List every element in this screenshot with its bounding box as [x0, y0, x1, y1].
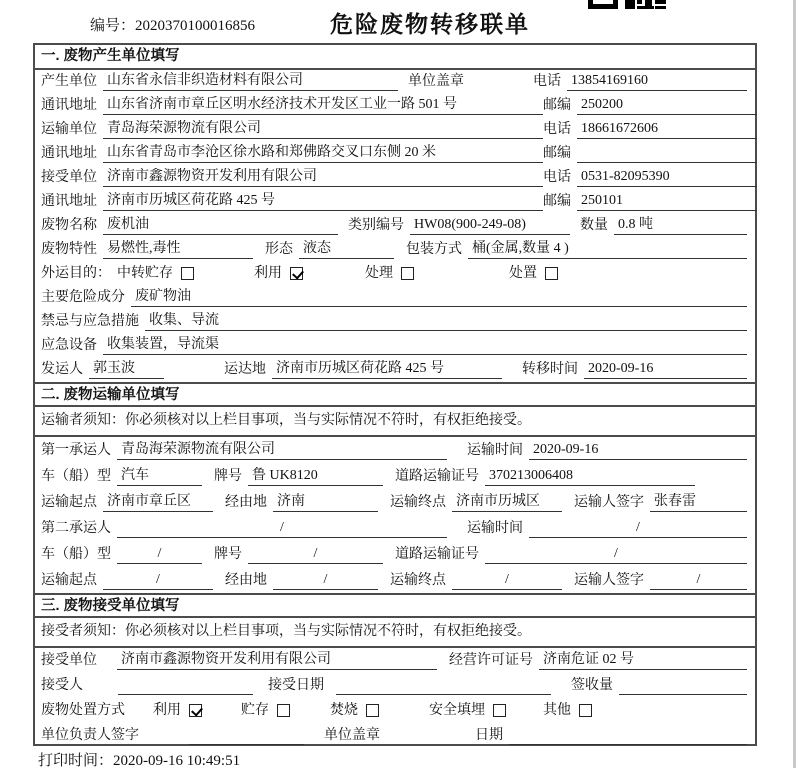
vehicle-type-label: 车（船）型: [41, 547, 111, 562]
producer-value: 山东省永信非织造材料有限公司: [103, 72, 398, 91]
option-label: 安全填埋: [429, 702, 485, 718]
route-end-value: 济南市历城区: [452, 493, 562, 512]
license-label: 经营许可证号: [449, 653, 533, 668]
row-taboo: [35, 310, 755, 334]
option-dispose: [509, 264, 558, 283]
transport-time-label: 运输时间: [467, 443, 523, 458]
receiver-address-value: 济南市历城区荷花路 425 号: [103, 192, 543, 211]
section1-header: 一. 废物产生单位填写: [35, 45, 755, 70]
route-via-label: 经由地: [225, 573, 267, 588]
option-label: 贮存: [241, 702, 269, 718]
acceptor-value: [118, 676, 253, 695]
checkbox[interactable]: [579, 704, 592, 717]
carrier1-value: 青岛海荣源物流有限公司: [117, 441, 447, 460]
route-start-value: /: [103, 571, 213, 590]
row-responsible-sign: [35, 723, 755, 748]
pack-label: 包装方式: [406, 242, 462, 257]
phone-label: 电话: [543, 170, 571, 185]
carrier1-label: 第一承运人: [41, 443, 111, 458]
transporter-zip-value: [577, 144, 757, 163]
acceptor-label: 接受人: [41, 678, 83, 693]
seal-label: 单位盖章: [324, 728, 380, 743]
carrier2-value: /: [117, 519, 447, 538]
address-label: 通讯地址: [41, 98, 97, 113]
receiver-zip-value: 250101: [577, 192, 757, 211]
section3-header: 三. 废物接受单位填写: [35, 593, 755, 618]
serial-value: 2020370100016856: [135, 18, 256, 34]
print-time-value: 2020-09-16 10:49:51: [113, 753, 241, 768]
transporter-label: 运输单位: [41, 122, 97, 137]
print-time: [38, 749, 240, 768]
option-label: 焚烧: [330, 702, 358, 718]
row-hazard: [35, 286, 755, 310]
option-label: 处理: [365, 265, 393, 281]
form-label: 形态: [265, 242, 293, 257]
row-waste-name: [35, 214, 755, 238]
option-utilize: [153, 701, 202, 720]
row-carrier2: [35, 515, 755, 541]
phone-label: 电话: [533, 74, 561, 89]
zip-label: 邮编: [543, 146, 571, 161]
transfer-time-value: 2020-09-16: [584, 360, 747, 379]
road-permit-value: /: [485, 545, 747, 564]
received-qty-value: [619, 676, 747, 695]
zip-label: 邮编: [543, 194, 571, 209]
receiver-phone-value: 0531-82095390: [577, 168, 757, 187]
manifest-form: [33, 43, 757, 746]
row-route2: [35, 567, 755, 593]
option-treat: [365, 264, 414, 283]
waste-name-value: 废机油: [103, 216, 338, 235]
plate-label: 牌号: [214, 469, 242, 484]
serial-number: [90, 14, 255, 35]
transfer-time-label: 转移时间: [522, 362, 578, 377]
road-permit-label: 道路运输证号: [395, 547, 479, 562]
option-incinerate: [330, 701, 379, 720]
row-vehicle1: [35, 463, 755, 489]
destination-label: 运达地: [224, 362, 266, 377]
vehicle-type-label: 车（船）型: [41, 469, 111, 484]
destination-value: 济南市历城区荷花路 425 号: [272, 360, 502, 379]
license-value: 济南危证 02 号: [539, 651, 747, 670]
traits-value: 易燃性,毒性: [103, 240, 253, 259]
route-start-label: 运输起点: [41, 573, 97, 588]
hazard-value: 废矿物油: [131, 288, 747, 307]
accept-unit-label: 接受单位: [41, 653, 97, 668]
route-start-value: 济南市章丘区: [103, 493, 213, 512]
address-label: 通讯地址: [41, 146, 97, 161]
route-end-value: /: [452, 571, 562, 590]
hazard-label: 主要危险成分: [41, 290, 125, 305]
waste-code-label: 类别编号: [348, 218, 404, 233]
route-end-label: 运输终点: [390, 573, 446, 588]
date-label: 日期: [475, 728, 503, 743]
option-other: [543, 701, 592, 720]
row-waste-traits: [35, 238, 755, 262]
row-purpose: [35, 262, 755, 286]
page-title: 危险废物转移联单: [330, 11, 530, 37]
row-acceptor: [35, 673, 755, 698]
section2-notice: 运输者须知：你必须核对以上栏目事项，当与实际情况不符时，有权拒绝接受。: [35, 407, 755, 437]
pack-value: 桶(金属,数量 4 ): [468, 240, 747, 259]
dispatcher-value: 郭玉波: [89, 360, 164, 379]
row-dispatch: [35, 358, 755, 382]
carrier-sign-label: 运输人签字: [574, 495, 644, 510]
route-end-label: 运输终点: [390, 495, 446, 510]
option-label: 处置: [509, 265, 537, 281]
carrier-sign-value: /: [650, 571, 747, 590]
qr-code-fragment: [588, 0, 666, 9]
plate-value: 鲁 UK8120: [248, 467, 383, 486]
route-via-value: 济南: [273, 493, 378, 512]
producer-label: 产生单位: [41, 74, 97, 89]
responsible-sign-label: 单位负责人签字: [41, 728, 139, 743]
receiver-label: 接受单位: [41, 170, 97, 185]
option-utilize: [254, 264, 303, 283]
checkbox[interactable]: [401, 267, 414, 280]
row-carrier1: [35, 437, 755, 463]
waste-code-value: HW08(900-249-08): [410, 216, 570, 235]
vehicle-type-value: /: [117, 545, 202, 564]
checkbox[interactable]: [290, 267, 303, 280]
accept-unit-value: 济南市鑫源物资开发利用有限公司: [117, 651, 437, 670]
checkbox[interactable]: [189, 704, 202, 717]
received-qty-label: 签收量: [571, 678, 613, 693]
traits-label: 废物特性: [41, 242, 97, 257]
purpose-label: 外运目的：: [41, 266, 111, 281]
waste-name-label: 废物名称: [41, 218, 97, 233]
section2-header: 二. 废物运输单位填写: [35, 382, 755, 407]
waste-qty-value: 0.8 吨: [614, 216, 747, 235]
route-via-value: /: [273, 571, 378, 590]
row-route1: [35, 489, 755, 515]
date-value: [509, 726, 747, 745]
option-transfer-storage: [117, 264, 194, 283]
transporter-address-value: 山东省青岛市李沧区徐水路和郑佛路交叉口东侧 20 米: [103, 144, 543, 163]
carrier-sign-value: 张春雷: [650, 493, 747, 512]
road-permit-label: 道路运输证号: [395, 469, 479, 484]
checkbox[interactable]: [277, 704, 290, 717]
serial-label: 编号：: [90, 18, 136, 34]
checkbox[interactable]: [181, 267, 194, 280]
option-store: [241, 701, 290, 720]
row-disposal: [35, 698, 755, 723]
taboo-label: 禁忌与应急措施: [41, 314, 139, 329]
option-label: 利用: [153, 702, 181, 718]
row-producer-address: [35, 94, 755, 118]
option-label: 其他: [543, 702, 571, 718]
print-time-label: 打印时间：: [38, 753, 114, 768]
transporter-phone-value: 18661672606: [577, 120, 757, 139]
row-transporter: [35, 118, 755, 142]
row-accept-unit: [35, 648, 755, 673]
producer-zip-value: 250200: [577, 96, 757, 115]
transport-time-value: 2020-09-16: [529, 441, 747, 460]
zip-label: 邮编: [543, 98, 571, 113]
option-label: 利用: [254, 265, 282, 281]
row-receiver: [35, 166, 755, 190]
address-label: 通讯地址: [41, 194, 97, 209]
plate-label: 牌号: [214, 547, 242, 562]
form-value: 液态: [299, 240, 394, 259]
row-receiver-address: [35, 190, 755, 214]
option-landfill: [429, 701, 506, 720]
producer-address-value: 山东省济南市章丘区明水经济技术开发区工业一路 501 号: [103, 96, 543, 115]
accept-date-value: [336, 676, 551, 695]
disposal-label: 废物处置方式: [41, 703, 125, 718]
accept-date-label: 接受日期: [268, 678, 324, 693]
route-via-label: 经由地: [225, 495, 267, 510]
row-transporter-address: [35, 142, 755, 166]
section3-notice: 接受者须知：你必须核对以上栏目事项，当与实际情况不符时，有权拒绝接受。: [35, 618, 755, 648]
responsible-sign-value: [189, 726, 304, 745]
transport-time-value: /: [529, 519, 747, 538]
checkbox[interactable]: [366, 704, 379, 717]
route-start-label: 运输起点: [41, 495, 97, 510]
plate-value: /: [248, 545, 383, 564]
road-permit-value: 370213006408: [485, 467, 695, 486]
row-producer: [35, 70, 755, 94]
seal-label: 单位盖章: [408, 74, 464, 89]
producer-phone-value: 13854169160: [567, 72, 747, 91]
option-label: 中转贮存: [117, 265, 173, 281]
vehicle-type-value: 汽车: [117, 467, 202, 486]
transporter-value: 青岛海荣源物流有限公司: [103, 120, 543, 139]
checkbox[interactable]: [545, 267, 558, 280]
equipment-label: 应急设备: [41, 338, 97, 353]
checkbox[interactable]: [493, 704, 506, 717]
row-equipment: [35, 334, 755, 358]
transport-time-label: 运输时间: [467, 521, 523, 536]
carrier2-label: 第二承运人: [41, 521, 111, 536]
taboo-value: 收集、导流: [145, 312, 747, 331]
equipment-value: 收集装置，导流渠: [103, 336, 747, 355]
dispatcher-label: 发运人: [41, 362, 83, 377]
phone-label: 电话: [543, 122, 571, 137]
receiver-value: 济南市鑫源物资开发利用有限公司: [103, 168, 543, 187]
carrier-sign-label: 运输人签字: [574, 573, 644, 588]
row-vehicle2: [35, 541, 755, 567]
waste-qty-label: 数量: [580, 218, 608, 233]
